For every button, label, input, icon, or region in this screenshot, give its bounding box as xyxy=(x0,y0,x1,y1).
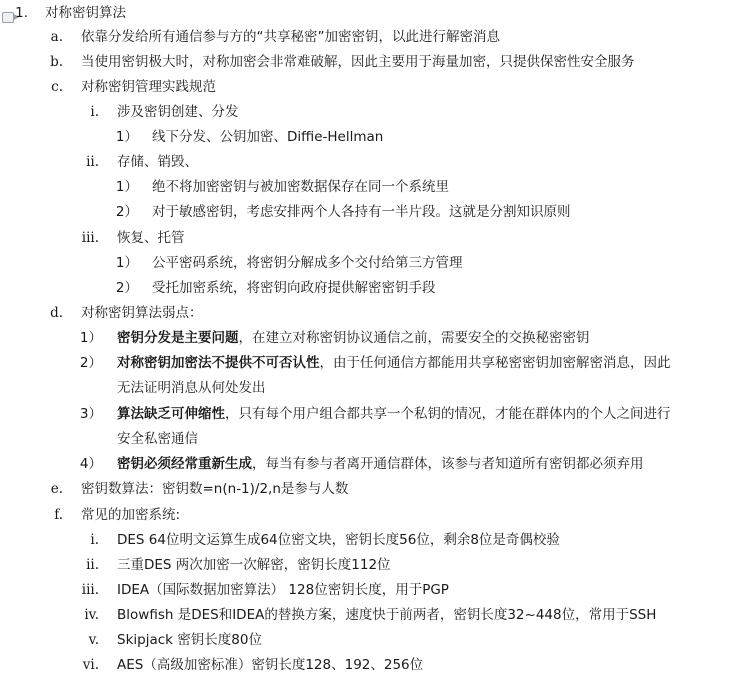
list-item-text: 对于敏感密钥，考虑安排两个人各持有一半片段。这就是分割知识原则 xyxy=(152,204,571,220)
list-item-text: 涉及密钥创建、分发 xyxy=(117,104,239,120)
list-marker: i. xyxy=(90,532,99,548)
bold-term: 密钥必须经常重新生成 xyxy=(117,456,252,472)
list-item-text: DES 64位明文运算生成64位密文块，密钥长度56位，剩余8位是奇偶校验 xyxy=(117,532,560,548)
item-continuation: 无法证明消息从何处发出 xyxy=(117,380,266,396)
list-marker: iv. xyxy=(84,607,99,623)
list-marker: 1） xyxy=(115,179,138,195)
list-item-text: Skipjack 密钥长度80位 xyxy=(117,632,262,648)
list-item-text: 常见的加密系统: xyxy=(81,507,181,523)
item-rest: ，在建立对称密钥协议通信之前，需要安全的交换秘密密钥 xyxy=(238,330,590,346)
list-marker: ii. xyxy=(86,557,99,573)
heading-title: 对称密钥算法 xyxy=(45,5,126,21)
list-marker: c. xyxy=(51,79,63,95)
list-item-text: 对称密钥算法弱点： xyxy=(81,305,203,321)
list-item-text: 对称密钥管理实践规范 xyxy=(81,79,216,95)
item-rest: ，由于任何通信方都能用共享秘密密钥加密解密消息，因此 xyxy=(319,355,671,371)
bold-term: 密钥分发是主要问题 xyxy=(117,330,239,346)
list-marker: d. xyxy=(50,305,63,321)
list-marker: iii. xyxy=(81,582,99,598)
list-marker: i. xyxy=(90,104,99,120)
list-marker: 2） xyxy=(115,280,138,296)
list-marker: vi. xyxy=(82,657,99,673)
list-item-text: 恢复、托管 xyxy=(117,230,185,246)
list-item-text xyxy=(117,328,590,348)
item-rest: ，只有每个用户组合都共享一个私钥的情况，才能在群体内的个人之间进行 xyxy=(225,406,671,422)
list-marker: f. xyxy=(54,507,63,523)
list-marker: ii. xyxy=(86,154,99,170)
list-marker: v. xyxy=(88,632,99,648)
list-marker: 1） xyxy=(115,129,138,145)
list-item-text: IDEA（国际数据加密算法） 128位密钥长度，用于PGP xyxy=(117,582,449,598)
list-item-text: 依靠分发给所有通信参与方的“共享秘密”加密密钥，以此进行解密消息 xyxy=(81,29,500,45)
list-item-text: 当使用密钥极大时，对称加密会非常难破解，因此主要用于海量加密，只提供保密性安全服务 xyxy=(81,54,635,70)
list-item-text: 密钥数算法：密钥数=n(n-1)/2,n是参与人数 xyxy=(81,481,349,497)
list-item-text xyxy=(117,454,644,474)
list-marker: 1） xyxy=(79,330,102,346)
list-marker: b. xyxy=(50,54,63,70)
list-marker: iii. xyxy=(81,230,99,246)
item-continuation: 安全私密通信 xyxy=(117,431,198,447)
list-item-text: 三重DES 两次加密一次解密，密钥长度112位 xyxy=(117,557,391,573)
list-marker: a. xyxy=(50,29,63,45)
list-item-text: 线下分发、公钥加密、Diffie-Hellman xyxy=(152,129,384,145)
list-marker: 1. xyxy=(15,5,28,21)
list-marker: 2） xyxy=(79,355,102,371)
list-item-text: AES（高级加密标准）密钥长度128、192、256位 xyxy=(117,657,424,673)
list-item-text: 受托加密系统，将密钥向政府提供解密密钥手段 xyxy=(152,280,436,296)
list-item-text xyxy=(117,404,671,424)
list-marker: 1） xyxy=(115,255,138,271)
list-item-text: 公平密码系统，将密钥分解成多个交付给第三方管理 xyxy=(152,255,463,271)
list-marker: 3） xyxy=(79,406,102,422)
list-marker: 2） xyxy=(115,204,138,220)
list-item-text: Blowfish 是DES和IDEA的替换方案，速度快于前两者，密钥长度32~448位，常用于SSH xyxy=(117,607,657,623)
bold-term: 算法缺乏可伸缩性 xyxy=(117,406,225,422)
list-marker: 4） xyxy=(79,456,102,472)
item-rest: ，每当有参与者离开通信群体，该参与者知道所有密钥都必须弃用 xyxy=(252,456,644,472)
list-item-text: 存储、销毁、 xyxy=(117,154,198,170)
list-marker: e. xyxy=(50,481,63,497)
list-item-text: 绝不将加密密钥与被加密数据保存在同一个系统里 xyxy=(152,179,449,195)
bold-term: 对称密钥加密法不提供不可否认性 xyxy=(117,355,320,371)
list-item-text xyxy=(117,353,671,373)
